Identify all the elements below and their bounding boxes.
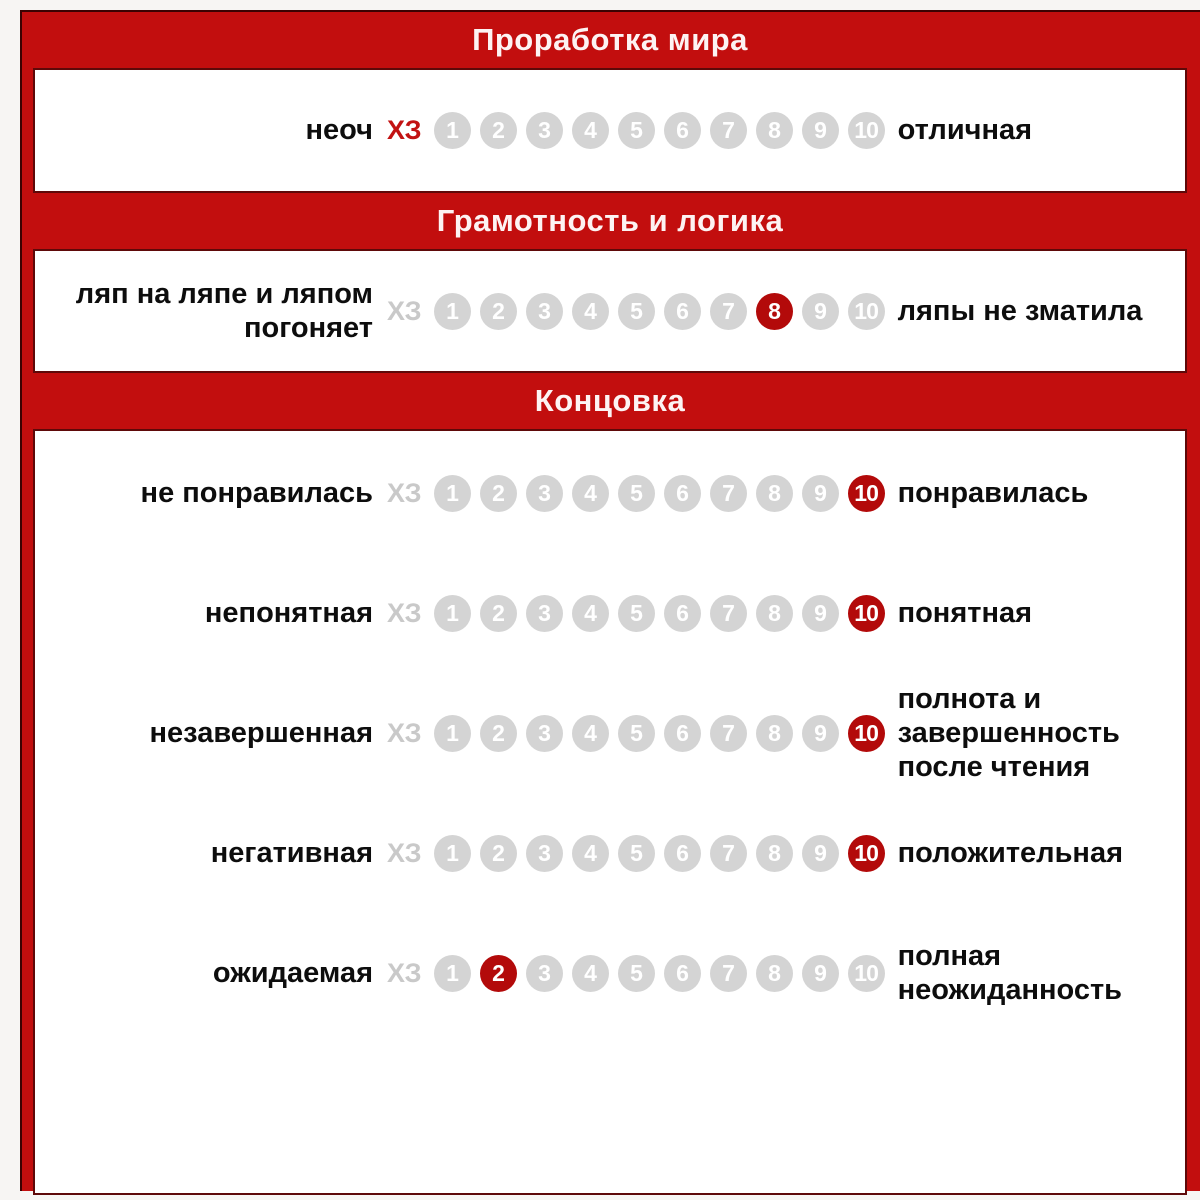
scale-circle-1[interactable]: 1	[434, 835, 471, 872]
rating-scale	[434, 595, 885, 632]
scale-circle-7[interactable]: 7	[710, 835, 747, 872]
scale-circle-6[interactable]: 6	[664, 835, 701, 872]
scale-circle-10[interactable]: 10	[848, 835, 885, 872]
scale-circle-1[interactable]: 1	[434, 715, 471, 752]
scale-circle-9[interactable]: 9	[802, 835, 839, 872]
rating-row	[35, 433, 1185, 553]
rating-section	[33, 193, 1187, 373]
left-anchor-label: не понравилась	[140, 476, 373, 509]
scale-circle-8[interactable]: 8	[756, 715, 793, 752]
scale-circle-8[interactable]: 8	[756, 112, 793, 149]
scale-circle-10[interactable]: 10	[848, 475, 885, 512]
rating-form	[20, 10, 1200, 1191]
left-anchor-label: ожидаемая	[212, 956, 373, 989]
scale-circle-4[interactable]: 4	[572, 595, 609, 632]
scale-circle-4[interactable]: 4	[572, 475, 609, 512]
scale-circle-10[interactable]: 10	[848, 715, 885, 752]
xz-option[interactable]: ХЗ	[387, 295, 422, 326]
scale-circle-4[interactable]: 4	[572, 715, 609, 752]
scale-circle-5[interactable]: 5	[618, 715, 655, 752]
scale-circle-2[interactable]: 2	[480, 835, 517, 872]
scale-circle-3[interactable]: 3	[526, 715, 563, 752]
xz-option[interactable]: ХЗ	[387, 957, 422, 988]
left-anchor-label: неоч	[305, 114, 373, 147]
scale-circle-1[interactable]: 1	[434, 955, 471, 992]
scale-circle-5[interactable]: 5	[618, 955, 655, 992]
scale-circle-2[interactable]: 2	[480, 955, 517, 992]
scale-circle-9[interactable]: 9	[802, 715, 839, 752]
rating-row	[35, 913, 1185, 1033]
rating-scale	[434, 955, 885, 992]
scale-circle-8[interactable]: 8	[756, 955, 793, 992]
right-anchor-label: полная неожиданность	[897, 939, 1123, 1006]
xz-option[interactable]: ХЗ	[387, 477, 422, 508]
scale-circle-3[interactable]: 3	[526, 835, 563, 872]
scale-circle-4[interactable]: 4	[572, 835, 609, 872]
scale-circle-9[interactable]: 9	[802, 293, 839, 330]
scale-circle-1[interactable]: 1	[434, 595, 471, 632]
scale-circle-5[interactable]: 5	[618, 293, 655, 330]
scale-circle-9[interactable]: 9	[802, 955, 839, 992]
rating-scale	[434, 475, 885, 512]
xz-option[interactable]: ХЗ	[387, 115, 422, 145]
rating-scale	[434, 293, 885, 330]
rating-row	[35, 793, 1185, 913]
right-anchor-label: понятная	[897, 596, 1033, 629]
rating-row	[35, 673, 1185, 793]
left-anchor-label: ляп на ляпе и ляпом погоняет	[75, 277, 373, 344]
section-panel	[33, 249, 1187, 373]
scale-circle-6[interactable]: 6	[664, 112, 701, 149]
scale-circle-6[interactable]: 6	[664, 955, 701, 992]
rating-scale	[434, 835, 885, 872]
left-anchor-label: непонятная	[204, 596, 373, 629]
rating-section	[33, 373, 1187, 1195]
scale-circle-3[interactable]: 3	[526, 955, 563, 992]
scale-circle-1[interactable]: 1	[434, 112, 471, 149]
right-anchor-label: понравилась	[897, 476, 1089, 509]
scale-circle-7[interactable]: 7	[710, 955, 747, 992]
scale-circle-8[interactable]: 8	[756, 475, 793, 512]
scale-circle-3[interactable]: 3	[526, 475, 563, 512]
scale-circle-3[interactable]: 3	[526, 595, 563, 632]
scale-circle-1[interactable]: 1	[434, 293, 471, 330]
xz-option[interactable]: ХЗ	[387, 717, 422, 748]
scale-circle-2[interactable]: 2	[480, 475, 517, 512]
section-header	[33, 373, 1187, 429]
scale-circle-7[interactable]: 7	[710, 293, 747, 330]
scale-circle-1[interactable]: 1	[434, 475, 471, 512]
rating-section	[33, 12, 1187, 193]
xz-option[interactable]: ХЗ	[387, 837, 422, 868]
scale-circle-9[interactable]: 9	[802, 475, 839, 512]
rating-scale	[434, 715, 885, 752]
section-header	[33, 12, 1187, 68]
scale-circle-5[interactable]: 5	[618, 595, 655, 632]
scale-circle-6[interactable]: 6	[664, 475, 701, 512]
scale-circle-7[interactable]: 7	[710, 715, 747, 752]
section-header	[33, 193, 1187, 249]
scale-circle-10[interactable]: 10	[848, 595, 885, 632]
xz-option[interactable]: ХЗ	[387, 597, 422, 628]
rating-row	[35, 251, 1185, 371]
right-anchor-label: полнота и завершенность после чтения	[897, 682, 1120, 784]
rating-row	[35, 553, 1185, 673]
scale-circle-4[interactable]: 4	[572, 955, 609, 992]
scale-circle-6[interactable]: 6	[664, 293, 701, 330]
section-title: Грамотность и логика	[436, 203, 784, 238]
scale-circle-8[interactable]: 8	[756, 835, 793, 872]
scale-circle-10[interactable]: 10	[848, 293, 885, 330]
scale-circle-3[interactable]: 3	[526, 112, 563, 149]
scale-circle-2[interactable]: 2	[480, 112, 517, 149]
scale-circle-2[interactable]: 2	[480, 595, 517, 632]
scale-circle-3[interactable]: 3	[526, 293, 563, 330]
scale-circle-5[interactable]: 5	[618, 475, 655, 512]
scale-circle-8[interactable]: 8	[756, 293, 793, 330]
scale-circle-10[interactable]: 10	[848, 955, 885, 992]
section-title: Проработка мира	[472, 22, 748, 57]
scale-circle-6[interactable]: 6	[664, 595, 701, 632]
rating-row	[35, 71, 1185, 191]
scale-circle-10[interactable]: 10	[848, 112, 885, 149]
scale-circle-9[interactable]: 9	[802, 112, 839, 149]
scale-circle-5[interactable]: 5	[618, 112, 655, 149]
scale-circle-9[interactable]: 9	[802, 595, 839, 632]
left-anchor-label: незавершенная	[149, 716, 373, 749]
section-panel	[33, 429, 1187, 1195]
left-anchor-label: негативная	[210, 836, 373, 869]
scale-circle-4[interactable]: 4	[572, 112, 609, 149]
scale-circle-8[interactable]: 8	[756, 595, 793, 632]
scale-circle-2[interactable]: 2	[480, 293, 517, 330]
scale-circle-7[interactable]: 7	[710, 475, 747, 512]
section-panel	[33, 68, 1187, 193]
scale-circle-7[interactable]: 7	[710, 595, 747, 632]
right-anchor-label: положительная	[897, 836, 1123, 869]
right-anchor-label: ляпы не зматила	[897, 294, 1143, 327]
right-anchor-label: отличная	[897, 114, 1033, 147]
scale-circle-4[interactable]: 4	[572, 293, 609, 330]
scale-circle-5[interactable]: 5	[618, 835, 655, 872]
scale-circle-2[interactable]: 2	[480, 715, 517, 752]
rating-scale	[434, 112, 885, 149]
scale-circle-7[interactable]: 7	[710, 112, 747, 149]
section-title: Концовка	[534, 383, 686, 418]
scale-circle-6[interactable]: 6	[664, 715, 701, 752]
